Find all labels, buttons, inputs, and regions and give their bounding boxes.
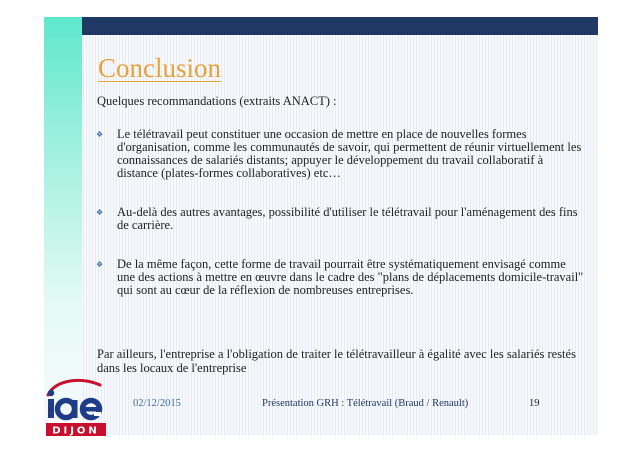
diamond-bullet-icon: ❖ <box>96 260 104 269</box>
footer-page-number: 19 <box>529 398 540 409</box>
bullet-text: Au-delà des autres avantages, possibilité d'utiliser le télétravail pour l'aménagement des fins de carrière. <box>117 205 578 232</box>
bullet-item <box>94 258 584 297</box>
iae-dijon-logo-icon <box>42 375 118 437</box>
bullet-text: Le télétravail peut constituer une occasion de mettre en place de nouvelles formes d'organisation, comme les communautés de savoir, qui permettent de réunir virtuellement les connaissances de salariés distants; appuyer le développement du travail collaboratif à distance (plates-formes collaboratives) etc… <box>117 127 582 180</box>
iae-dijon-logo <box>42 375 118 437</box>
diamond-bullet-icon: ❖ <box>96 208 104 217</box>
bullet-list <box>94 128 584 297</box>
footer-date: 02/12/2015 <box>133 398 181 409</box>
bullet-item <box>94 128 584 180</box>
slide-title: Conclusion <box>98 53 222 83</box>
slide-intro: Quelques recommandations (extraits ANACT) : <box>97 94 337 108</box>
slide <box>44 17 598 435</box>
closing-text: Par ailleurs, l'entreprise a l'obligation de traiter le télétravailleur à égalité avec les salariés restés dans les locaux de l'entreprise <box>97 347 576 375</box>
svg-text:DIJON: DIJON <box>52 425 100 437</box>
bullet-item <box>94 206 584 232</box>
accent-strip <box>44 17 82 435</box>
bullet-text: De la même façon, cette forme de travail pourrait être systématiquement envisagé comme une des actions à mettre en œuvre dans le cadre des "plans de déplacements domicile-travail" qui sont au cœur de la réflexion de nombreuses entreprises. <box>117 257 584 297</box>
footer-presentation-title: Présentation GRH : Télétravail (Braud / Renault) <box>262 398 469 409</box>
diamond-bullet-icon: ❖ <box>96 130 104 139</box>
top-bar <box>82 17 598 35</box>
